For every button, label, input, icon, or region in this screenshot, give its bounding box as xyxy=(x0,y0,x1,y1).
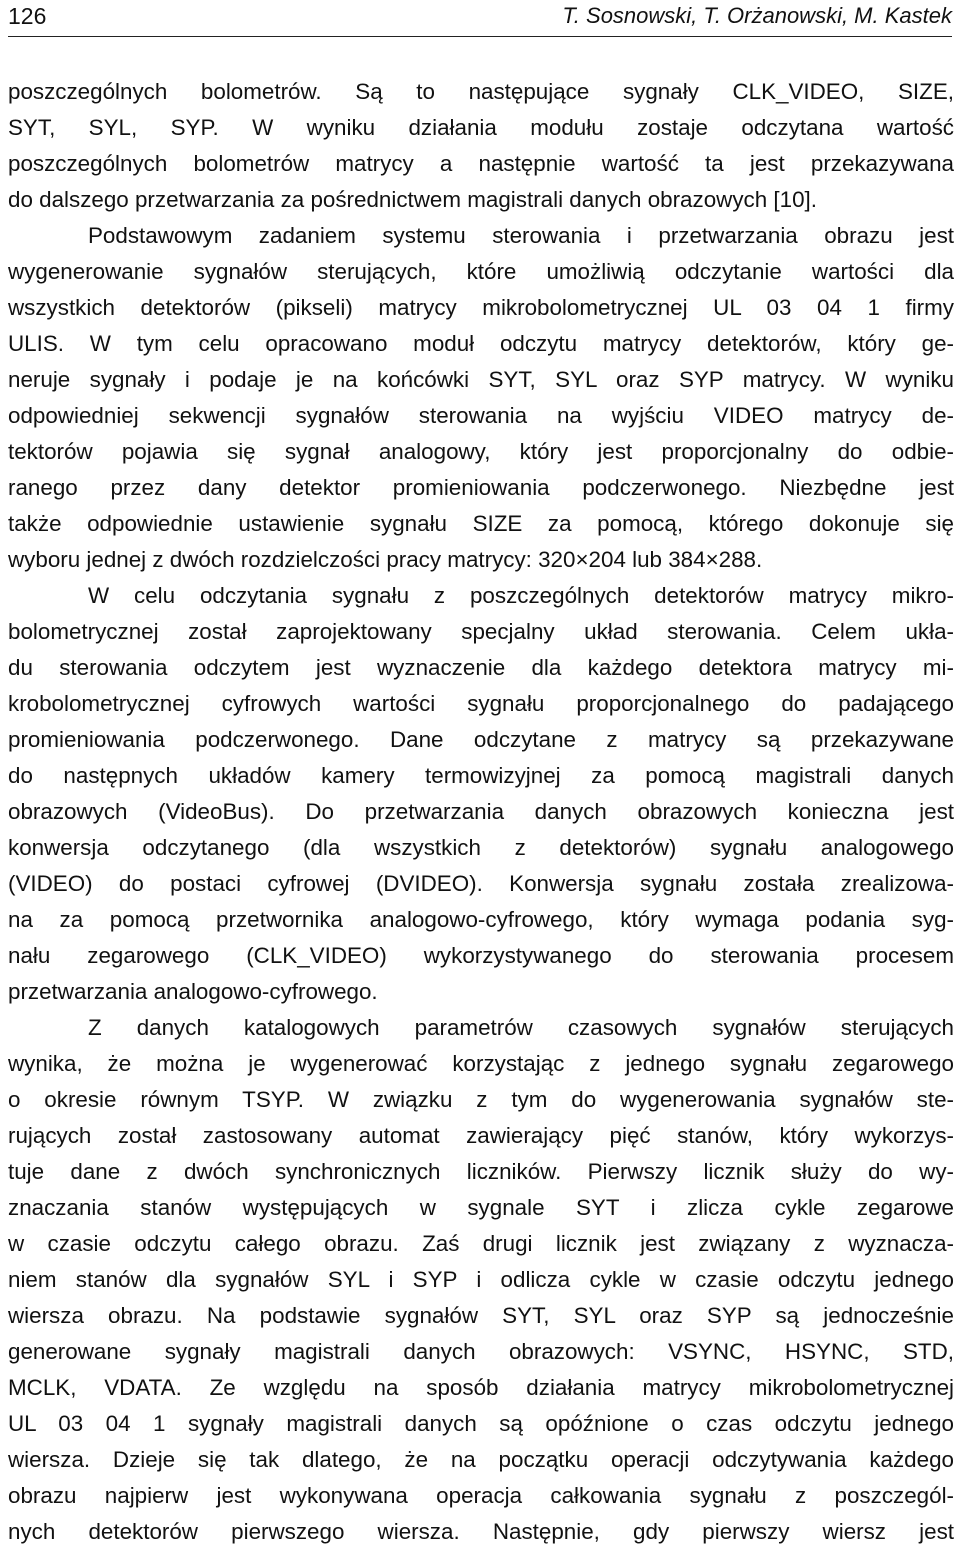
running-head: T. Sosnowski, T. Orżanowski, M. Kastek xyxy=(562,3,952,28)
text-line: poszczególnych bolometrów. Są to następujące sygnały CLK_VIDEO, SIZE, xyxy=(8,79,954,104)
text-line: UL 03 04 1 sygnały magistrali danych są opóźnione o czas odczytu jednego xyxy=(8,1411,954,1436)
text-line: generowane sygnały magistrali danych obrazowych: VSYNC, HSYNC, STD, xyxy=(8,1339,954,1364)
text-line: W celu odczytania sygnału z poszczególnych detektorów matrycy mikro- xyxy=(88,583,954,608)
text-line: także odpowiednie ustawienie sygnału SIZE za pomocą, którego dokonuje się xyxy=(8,511,954,536)
text-line: nych detektorów pierwszego wiersza. Następnie, gdy pierwszy wiersz jest xyxy=(8,1519,954,1544)
text-line: wiersza. Dzieje się tak dlatego, że na początku operacji odczytywania każdego xyxy=(8,1447,954,1472)
text-line: MCLK, VDATA. Ze względu na sposób działania matrycy mikrobolometrycznej xyxy=(8,1375,954,1400)
text-line: Podstawowym zadaniem systemu sterowania i przetwarzania obrazu jest xyxy=(88,223,954,248)
text-line: wynika, że można je wygenerować korzystając z jednego sygnału zegarowego xyxy=(8,1051,954,1076)
text-line: tuje dane z dwóch synchronicznych liczników. Pierwszy licznik służy do wy- xyxy=(8,1159,954,1184)
text-line: tektorów pojawia się sygnał analogowy, który jest proporcjonalny do odbie- xyxy=(8,439,954,464)
page-number: 126 xyxy=(8,3,47,29)
text-line: Z danych katalogowych parametrów czasowych sygnałów sterujących xyxy=(88,1015,954,1040)
text-line: poszczególnych bolometrów matrycy a następnie wartość ta jest przekazywana xyxy=(8,151,954,176)
text-line: na za pomocą przetwornika analogowo-cyfrowego, który wymaga podania syg- xyxy=(8,907,954,932)
text-line: neruje sygnały i podaje je na końcówki SYT, SYL oraz SYP matrycy. W wyniku xyxy=(8,367,954,392)
text-line: do następnych układów kamery termowizyjnej za pomocą magistrali danych xyxy=(8,763,954,788)
text-line: do dalszego przetwarzania za pośrednictwem magistrali danych obrazowych [10]. xyxy=(8,187,817,212)
text-line: niem stanów dla sygnałów SYL i SYP i odlicza cykle w czasie odczytu jednego xyxy=(8,1267,954,1292)
text-line: obrazowych (VideoBus). Do przetwarzania danych obrazowych konieczna jest xyxy=(8,799,954,824)
text-line: wiersza obrazu. Na podstawie sygnałów SYT, SYL oraz SYP są jednocześnie xyxy=(8,1303,954,1328)
text-line: (VIDEO) do postaci cyfrowej (DVIDEO). Konwersja sygnału została zrealizowa- xyxy=(8,871,954,896)
text-line: wygenerowanie sygnałów sterujących, które umożliwią odczytanie wartości dla xyxy=(8,259,954,284)
text-line: promieniowania podczerwonego. Dane odczytane z matrycy są przekazywane xyxy=(8,727,954,752)
text-line: odpowiedniej sekwencji sygnałów sterowania na wyjściu VIDEO matrycy de- xyxy=(8,403,954,428)
text-line: wyboru jednej z dwóch rozdzielczości pracy matrycy: 320×204 lub 384×288. xyxy=(8,547,763,572)
text-line: o okresie równym TSYP. W związku z tym do wygenerowania sygnałów ste- xyxy=(8,1087,954,1112)
page-header xyxy=(8,0,952,37)
text-line: ULIS. W tym celu opracowano moduł odczytu matrycy detektorów, który ge- xyxy=(8,331,954,356)
text-line: SYT, SYL, SYP. W wyniku działania modułu zostaje odczytana wartość xyxy=(8,115,954,140)
text-line: krobolometrycznej cyfrowych wartości sygnału proporcjonalnego do padającego xyxy=(8,691,954,716)
text-line: nału zegarowego (CLK_VIDEO) wykorzystywanego do sterowania procesem xyxy=(8,943,954,968)
text-line: znaczania stanów występujących w sygnale SYT i zlicza cykle zegarowe xyxy=(8,1195,954,1220)
text-line: rujących został zastosowany automat zawierający pięć stanów, który wykorzys- xyxy=(8,1123,954,1148)
body-text xyxy=(8,74,954,1550)
text-line: bolometrycznej został zaprojektowany specjalny układ sterowania. Celem ukła- xyxy=(8,619,954,644)
text-line: konwersja odczytanego (dla wszystkich z detektorów) sygnału analogowego xyxy=(8,835,954,860)
text-line: przetwarzania analogowo-cyfrowego. xyxy=(8,979,378,1004)
text-line: du sterowania odczytem jest wyznaczenie dla każdego detektora matrycy mi- xyxy=(8,655,954,680)
text-line: obrazu najpierw jest wykonywana operacja całkowania sygnału z poszczegól- xyxy=(8,1483,954,1508)
text-line: w czasie odczytu całego obrazu. Zaś drugi licznik jest związany z wyznacza- xyxy=(8,1231,954,1256)
text-line: wszystkich detektorów (pikseli) matrycy mikrobolometrycznej UL 03 04 1 firmy xyxy=(8,295,954,320)
text-line: ranego przez dany detektor promieniowania podczerwonego. Niezbędne jest xyxy=(8,475,954,500)
